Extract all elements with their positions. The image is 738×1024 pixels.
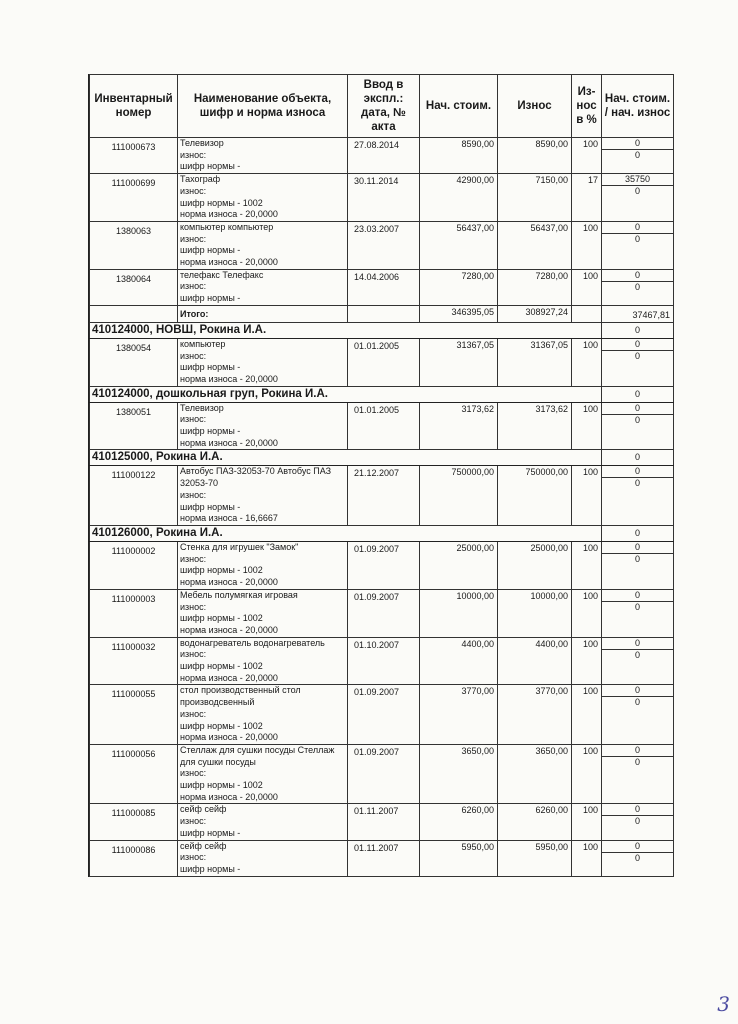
object-name-line: норма износа - 20,0000: [180, 732, 278, 743]
residual-cell: [602, 466, 674, 526]
inventory-number: 111000673: [90, 138, 178, 174]
table-row: [90, 637, 674, 685]
initial-cost: 3770,00: [420, 685, 498, 745]
header-row: [90, 75, 674, 138]
initial-cost: 5950,00: [420, 840, 498, 876]
header-residual: Нач. стоим. / нач. износ: [602, 75, 674, 138]
object-name-line: шифр нормы -: [180, 863, 241, 874]
initial-cost: 3650,00: [420, 744, 498, 804]
depreciation-percent: 100: [572, 637, 602, 685]
depreciation-percent: 100: [572, 744, 602, 804]
inventory-number: 1380051: [90, 402, 178, 450]
residual-depreciation: 0: [634, 816, 640, 827]
depreciation: 25000,00: [498, 541, 572, 589]
object-name-line: сейф сейф: [180, 840, 227, 851]
group-title: 410126000, Рокина И.А.: [90, 525, 602, 541]
initial-cost: 25000,00: [420, 541, 498, 589]
table-row: [90, 744, 674, 804]
residual-cost: 0: [602, 466, 673, 478]
object-name-cell: [178, 804, 348, 840]
object-name-line: износ:: [180, 233, 207, 244]
table-row: [90, 466, 674, 526]
object-name-line: производсвенный: [180, 697, 255, 708]
inventory-number: 1380054: [90, 338, 178, 386]
object-name-line: Стеллаж для сушки посуды Стеллаж: [180, 744, 335, 755]
initial-cost: 6260,00: [420, 804, 498, 840]
object-name-line: норма износа - 20,0000: [180, 672, 278, 683]
object-name-line: износ:: [180, 350, 207, 361]
object-name-line: норма износа - 20,0000: [180, 624, 278, 635]
residual-cost: 0: [602, 222, 673, 234]
depreciation-percent: 100: [572, 840, 602, 876]
residual-cost: 0: [602, 403, 673, 415]
depreciation-percent: 100: [572, 541, 602, 589]
residual-depreciation: 0: [634, 281, 640, 292]
object-name-line: износ:: [180, 816, 207, 827]
group-header-row: [90, 322, 674, 338]
depreciation: 10000,00: [498, 589, 572, 637]
initial-cost: 10000,00: [420, 589, 498, 637]
header-commission-date: Ввод в экспл.: дата, № акта: [348, 75, 420, 138]
object-name-line: норма износа - 16,6667: [180, 513, 278, 524]
object-name-cell: [178, 402, 348, 450]
object-name-line: шифр нормы -: [180, 501, 241, 512]
inventory-number: 111000003: [90, 589, 178, 637]
object-name-cell: [178, 174, 348, 222]
residual-cell: [602, 840, 674, 876]
group-header-row: [90, 386, 674, 402]
header-depreciation-percent: Из-нос в %: [572, 75, 602, 138]
residual-depreciation: 0: [634, 852, 640, 863]
commission-date: 01.09.2007: [348, 541, 420, 589]
header-initial-cost: Нач. стоим.: [420, 75, 498, 138]
total-empty: [90, 305, 178, 322]
depreciation-percent: 100: [572, 589, 602, 637]
commission-date: 21.12.2007: [348, 466, 420, 526]
header-object-name: Наименование объекта, шифр и норма износа: [178, 75, 348, 138]
depreciation: 3770,00: [498, 685, 572, 745]
object-name-line: износ:: [180, 768, 207, 779]
inventory-number: 111000056: [90, 744, 178, 804]
object-name-line: износ:: [180, 489, 207, 500]
commission-date: 01.09.2007: [348, 685, 420, 745]
residual-depreciation: 0: [634, 601, 640, 612]
object-name-line: шифр нормы - 1002: [180, 565, 263, 576]
object-name-cell: [178, 589, 348, 637]
initial-cost: 4400,00: [420, 637, 498, 685]
residual-depreciation: 0: [634, 553, 640, 564]
commission-date: 01.01.2005: [348, 402, 420, 450]
object-name-line: шифр нормы -: [180, 293, 241, 304]
residual-cell: [602, 221, 674, 269]
object-name-line: компьютер компьютер: [180, 221, 274, 232]
inventory-number: 111000002: [90, 541, 178, 589]
table-row: [90, 221, 674, 269]
object-name-line: шифр нормы - 1002: [180, 197, 263, 208]
table-row: [90, 804, 674, 840]
header-depreciation: Износ: [498, 75, 572, 138]
initial-cost: 42900,00: [420, 174, 498, 222]
total-label: Итого:: [178, 305, 348, 322]
commission-date: 01.09.2007: [348, 589, 420, 637]
object-name-line: Мебель полумягкая игровая: [180, 589, 298, 600]
object-name-line: телефакс Телефакс: [180, 269, 264, 280]
depreciation: 3173,62: [498, 402, 572, 450]
residual-cell: [602, 589, 674, 637]
commission-date: 14.04.2006: [348, 269, 420, 305]
inventory-number: 111000122: [90, 466, 178, 526]
residual-cell: [602, 744, 674, 804]
object-name-line: норма износа - 20,0000: [180, 209, 278, 220]
object-name-line: износ:: [180, 708, 207, 719]
inventory-sheet: [88, 74, 674, 877]
residual-depreciation: 0: [634, 756, 640, 767]
depreciation: 31367,05: [498, 338, 572, 386]
residual-cost: 0: [602, 339, 673, 351]
commission-date: 01.10.2007: [348, 637, 420, 685]
table-row: [90, 402, 674, 450]
residual-cost: 0: [602, 590, 673, 602]
residual-cost: 0: [602, 685, 673, 697]
depreciation-percent: 17: [572, 174, 602, 222]
header-inventory-number: Инвентарный номер: [90, 75, 178, 138]
total-empty-pct: [572, 305, 602, 322]
depreciation-percent: 100: [572, 269, 602, 305]
residual-cost: 0: [602, 638, 673, 650]
commission-date: 01.09.2007: [348, 744, 420, 804]
inventory-number: 111000055: [90, 685, 178, 745]
depreciation-percent: 100: [572, 221, 602, 269]
object-name-line: норма износа - 20,0000: [180, 373, 278, 384]
object-name-line: износ:: [180, 149, 207, 160]
residual-cell: [602, 804, 674, 840]
residual-depreciation: 0: [634, 150, 640, 160]
group-residual: 0: [602, 386, 674, 402]
total-depreciation: 308927,24: [498, 305, 572, 322]
residual-depreciation: 0: [634, 697, 640, 708]
depreciation: 750000,00: [498, 466, 572, 526]
table-row: [90, 589, 674, 637]
object-name-line: стол производственный стол: [180, 685, 301, 696]
residual-depreciation: 0: [634, 186, 640, 197]
inventory-table: [89, 74, 674, 877]
residual-depreciation: 0: [634, 478, 640, 489]
object-name-line: Автобус ПАЗ-32053-70 Автобус ПАЗ: [180, 466, 332, 477]
object-name-line: шифр нормы - 1002: [180, 661, 263, 672]
depreciation: 7280,00: [498, 269, 572, 305]
object-name-line: 32053-70: [180, 478, 219, 489]
initial-cost: 31367,05: [420, 338, 498, 386]
object-name-line: шифр нормы -: [180, 245, 241, 256]
object-name-cell: [178, 840, 348, 876]
commission-date: 27.08.2014: [348, 138, 420, 174]
object-name-cell: [178, 338, 348, 386]
table-row: [90, 338, 674, 386]
residual-cost: 0: [602, 542, 673, 554]
residual-cost: 0: [602, 138, 673, 150]
object-name-line: Стенка для игрушек "Замок": [180, 541, 299, 552]
group-residual: 0: [602, 322, 674, 338]
inventory-number: 111000085: [90, 804, 178, 840]
residual-cost: 0: [602, 745, 673, 757]
group-residual: 0: [602, 450, 674, 466]
initial-cost: 750000,00: [420, 466, 498, 526]
commission-date: 23.03.2007: [348, 221, 420, 269]
group-residual: 0: [602, 525, 674, 541]
inventory-number: 111000032: [90, 637, 178, 685]
object-name-line: Телевизор: [180, 402, 224, 413]
inventory-number: 111000699: [90, 174, 178, 222]
object-name-line: Тахограф: [180, 174, 221, 185]
depreciation: 8590,00: [498, 138, 572, 174]
residual-cost: 0: [602, 841, 673, 853]
depreciation-percent: 100: [572, 466, 602, 526]
table-row: [90, 174, 674, 222]
residual-depreciation: 0: [634, 233, 640, 244]
depreciation: 6260,00: [498, 804, 572, 840]
residual-cell: [602, 338, 674, 386]
group-header-row: [90, 525, 674, 541]
total-initial-cost: 346395,05: [420, 305, 498, 322]
object-name-cell: [178, 637, 348, 685]
residual-depreciation: 0: [634, 350, 640, 361]
table-row: [90, 541, 674, 589]
residual-cell: [602, 637, 674, 685]
object-name-line: компьютер: [180, 338, 226, 349]
inventory-number: 1380064: [90, 269, 178, 305]
commission-date: 01.01.2005: [348, 338, 420, 386]
initial-cost: 56437,00: [420, 221, 498, 269]
depreciation: 3650,00: [498, 744, 572, 804]
residual-cell: [602, 402, 674, 450]
group-title: 410124000, дошкольная груп, Рокина И.А.: [90, 386, 602, 402]
commission-date: 01.11.2007: [348, 840, 420, 876]
total-empty-date: [348, 305, 420, 322]
object-name-line: сейф сейф: [180, 804, 227, 815]
object-name-line: износ:: [180, 185, 207, 196]
commission-date: 01.11.2007: [348, 804, 420, 840]
depreciation-percent: 100: [572, 138, 602, 174]
table-body: [90, 138, 674, 877]
object-name-line: шифр нормы - 1002: [180, 613, 263, 624]
object-name-line: износ:: [180, 553, 207, 564]
object-name-line: износ:: [180, 649, 207, 660]
residual-cost: 0: [602, 270, 673, 282]
commission-date: 30.11.2014: [348, 174, 420, 222]
initial-cost: 7280,00: [420, 269, 498, 305]
object-name-line: износ:: [180, 414, 207, 425]
object-name-line: износ:: [180, 281, 207, 292]
residual-depreciation: 0: [634, 649, 640, 660]
object-name-line: шифр нормы -: [180, 426, 241, 437]
object-name-line: шифр нормы -: [180, 827, 241, 838]
depreciation-percent: 100: [572, 685, 602, 745]
inventory-number: 1380063: [90, 221, 178, 269]
object-name-line: шифр нормы - 1002: [180, 780, 263, 791]
object-name-cell: [178, 269, 348, 305]
group-header-row: [90, 450, 674, 466]
residual-cell: [602, 685, 674, 745]
object-name-cell: [178, 221, 348, 269]
object-name-line: износ:: [180, 852, 207, 863]
object-name-line: норма износа - 20,0000: [180, 437, 278, 448]
residual-cell: [602, 541, 674, 589]
object-name-cell: [178, 138, 348, 174]
object-name-line: норма износа - 20,0000: [180, 257, 278, 268]
object-name-cell: [178, 541, 348, 589]
residual-cost: 35750: [602, 174, 673, 186]
object-name-line: для сушки посуды: [180, 756, 256, 767]
page-number: 3: [717, 992, 730, 1016]
residual-cell: [602, 138, 674, 174]
total-row: [90, 305, 674, 322]
group-title: 410125000, Рокина И.А.: [90, 450, 602, 466]
group-title: 410124000, НОВШ, Рокина И.А.: [90, 322, 602, 338]
depreciation: 56437,00: [498, 221, 572, 269]
object-name-line: шифр нормы -: [180, 161, 241, 172]
object-name-line: норма износа - 20,0000: [180, 577, 278, 588]
object-name-line: износ:: [180, 601, 207, 612]
object-name-cell: [178, 466, 348, 526]
depreciation: 7150,00: [498, 174, 572, 222]
depreciation-percent: 100: [572, 402, 602, 450]
object-name-cell: [178, 685, 348, 745]
residual-depreciation: 0: [634, 414, 640, 425]
total-residual: 37467,81: [602, 305, 674, 322]
object-name-line: Телевизор: [180, 138, 224, 148]
residual-cost: 0: [602, 804, 673, 816]
residual-cell: [602, 269, 674, 305]
table-row: [90, 138, 674, 174]
depreciation: 5950,00: [498, 840, 572, 876]
object-name-line: шифр нормы - 1002: [180, 720, 263, 731]
object-name-line: шифр нормы -: [180, 362, 241, 373]
depreciation-percent: 100: [572, 338, 602, 386]
inventory-number: 111000086: [90, 840, 178, 876]
residual-cell: [602, 174, 674, 222]
depreciation-percent: 100: [572, 804, 602, 840]
object-name-line: водонагреватель водонагреватель: [180, 637, 325, 648]
initial-cost: 8590,00: [420, 138, 498, 174]
initial-cost: 3173,62: [420, 402, 498, 450]
object-name-cell: [178, 744, 348, 804]
table-row: [90, 269, 674, 305]
table-row: [90, 840, 674, 876]
table-row: [90, 685, 674, 745]
object-name-line: норма износа - 20,0000: [180, 791, 278, 802]
depreciation: 4400,00: [498, 637, 572, 685]
